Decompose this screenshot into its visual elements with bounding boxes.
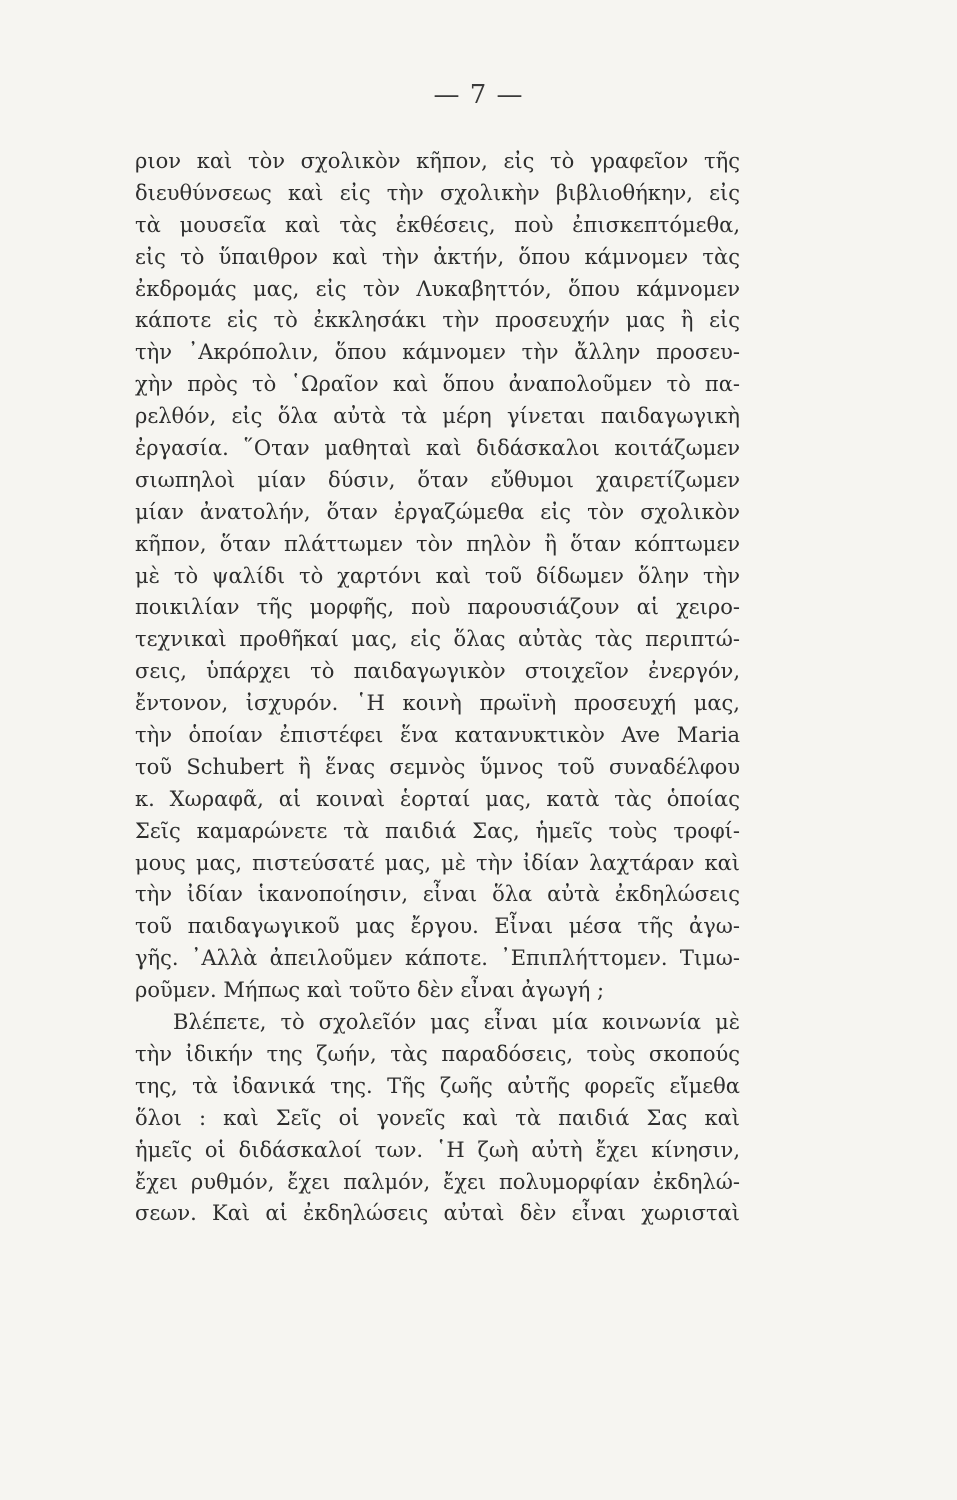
text-line: γῆς. ᾿Αλλὰ ἀπειλοῦμεν κάποτε. ᾿Επιπλήττομεν. Τιμω- (135, 946, 740, 971)
text-line: τὰ μουσεῖα καὶ τὰς ἐκθέσεις, ποὺ ἐπισκεπτόμεθα, (135, 212, 740, 237)
text-line: τὴν ὁποίαν ἐπιστέφει ἕνα κατανυκτικὸν Ave Maria (135, 723, 740, 748)
body-text (135, 146, 740, 1230)
page-number: — 7 — (433, 80, 524, 110)
text-line: τὴν ᾿Ακρόπολιν, ὅπου κάμνομεν τὴν ἄλλην προσευ- (135, 340, 740, 365)
text-line: ἡμεῖς οἱ διδάσκαλοί των. ῾Η ζωὴ αὐτὴ ἔχει κίνησιν, (135, 1137, 740, 1162)
text-line: ὅλοι : καὶ Σεῖς οἱ γονεῖς καὶ τὰ παιδιά Σας καὶ (135, 1105, 740, 1130)
text-line: τὴν ἰδίαν ἱκανοποίησιν, εἶναι ὅλα αὐτὰ ἐκδηλώσεις (135, 882, 740, 907)
text-line: μους μας, πιστεύσατέ μας, μὲ τὴν ἰδίαν λαχτάραν καὶ (135, 850, 740, 875)
text-line: χὴν πρὸς τὸ ῾Ωραῖον καὶ ὅπου ἀναπολοῦμεν τὸ πα- (135, 372, 740, 397)
text-line: Σεῖς καμαρώνετε τὰ παιδιά Σας, ἡμεῖς τοὺς τροφί- (135, 818, 740, 843)
text-line: εἰς τὸ ὕπαιθρον καὶ τὴν ἀκτήν, ὅπου κάμνομεν τὰς (135, 244, 740, 269)
text-line: μὲ τὸ ψαλίδι τὸ χαρτόνι καὶ τοῦ δίδωμεν ὅλην τὴν (135, 563, 740, 588)
text-line: διευθύνσεως καὶ εἰς τὴν σχολικὴν βιβλιοθήκην, εἰς (135, 180, 740, 205)
text-line: κῆπον, ὅταν πλάττωμεν τὸν πηλὸν ἢ ὅταν κόπτωμεν (135, 531, 740, 556)
text-line: μίαν ἀνατολήν, ὅταν ἐργαζώμεθα εἰς τὸν σχολικὸν (135, 499, 740, 524)
text-line: ἔχει ρυθμόν, ἔχει παλμόν, ἔχει πολυμορφίαν ἐκδηλώ- (135, 1169, 740, 1194)
text-line: κάποτε εἰς τὸ ἐκκλησάκι τὴν προσευχήν μας ἢ εἰς (135, 308, 740, 333)
text-line: ποικιλίαν τῆς μορφῆς, ποὺ παρουσιάζουν αἱ χειρο- (135, 595, 740, 620)
text-line: ἐκδρομάς μας, εἰς τὸν Λυκαβηττόν, ὅπου κάμνομεν (135, 276, 740, 301)
text-line: ριον καὶ τὸν σχολικὸν κῆπον, εἰς τὸ γραφεῖον τῆς (135, 149, 740, 173)
text-line: ἐργασία. ῞Οταν μαθηταὶ καὶ διδάσκαλοι κοιτάζωμεν (135, 436, 740, 461)
text-line: σεων. Καὶ αἱ ἐκδηλώσεις αὐταὶ δὲν εἶναι χωρισταὶ (135, 1201, 740, 1226)
text-line: Βλέπετε, τὸ σχολεῖόν μας εἶναι μία κοινωνία μὲ (173, 1010, 740, 1035)
text-line: τοῦ παιδαγωγικοῦ μας ἔργου. Εἶναι μέσα τῆς ἀγω- (135, 914, 740, 939)
text-line: τοῦ Schubert ἢ ἕνας σεμνὸς ὕμνος τοῦ συναδέλφου (135, 754, 740, 779)
text-line: ροῦμεν. Μήπως καὶ τοῦτο δὲν εἶναι ἀγωγή ; (135, 978, 605, 1003)
text-line: τὴν ἰδικήν της ζωήν, τὰς παραδόσεις, τοὺς σκοπούς (135, 1041, 740, 1066)
text-line: κ. Χωραφᾶ, αἱ κοιναὶ ἑορταί μας, κατὰ τὰς ὁποίας (135, 786, 740, 811)
text-line: σεις, ὑπάρχει τὸ παιδαγωγικὸν στοιχεῖον ἐνεργόν, (135, 659, 740, 684)
text-line: τεχνικαὶ προθῆκαί μας, εἰς ὅλας αὐτὰς τὰς περιπτώ- (135, 627, 740, 652)
text-line: ἔντονον, ἰσχυρόν. ῾Η κοινὴ πρωϊνὴ προσευχή μας, (135, 691, 740, 716)
text-line: της, τὰ ἰδανικά της. Τῆς ζωῆς αὐτῆς φορεῖς εἴμεθα (135, 1073, 740, 1098)
text-line: σιωπηλοὶ μίαν δύσιν, ὅταν εὔθυμοι χαιρετίζωμεν (135, 467, 740, 492)
text-line: ρελθόν, εἰς ὅλα αὐτὰ τὰ μέρη γίνεται παιδαγωγικὴ (135, 404, 740, 429)
